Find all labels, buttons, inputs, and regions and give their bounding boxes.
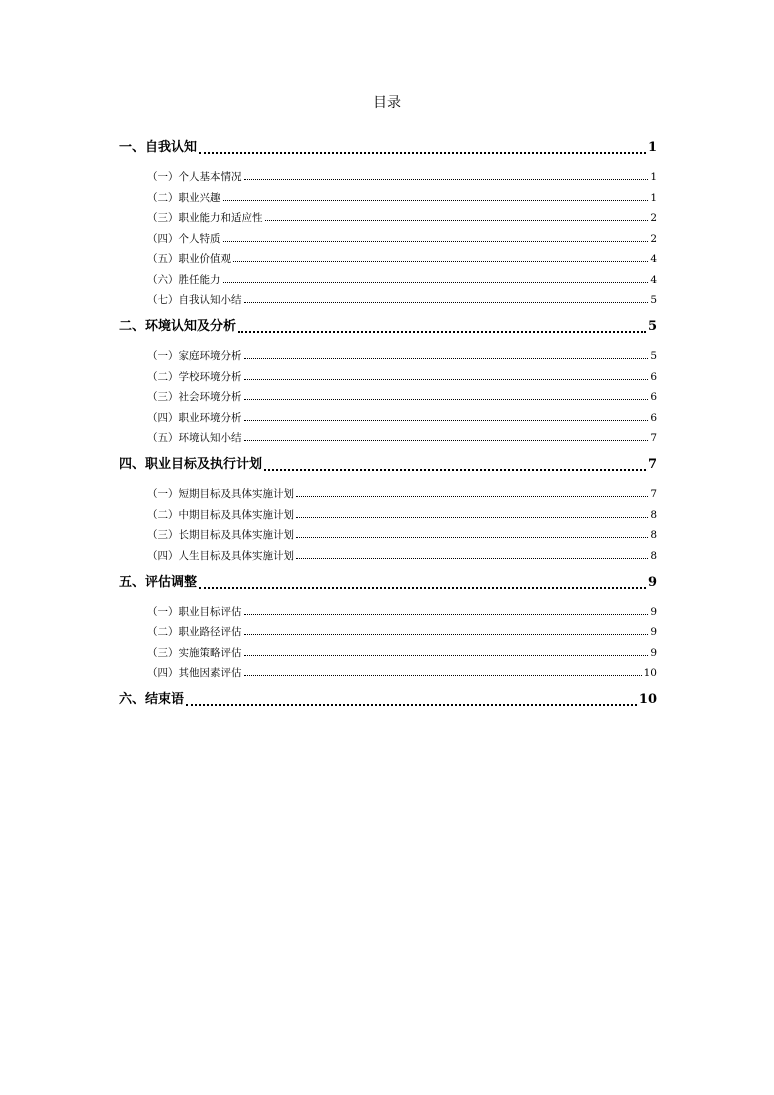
toc-subsection-entry[interactable] [119,411,657,425]
dot-leader [244,420,649,421]
dot-leader [223,200,649,201]
toc-section-entry[interactable] [119,573,657,593]
dot-leader [296,558,648,559]
toc-section-label: 一、自我认知 [119,140,198,155]
toc-page-number: 5 [647,319,657,334]
toc-subsection-entry[interactable] [119,549,657,563]
dot-leader [296,517,648,518]
toc-subsection-entry[interactable] [119,605,657,619]
toc-subsection-label: （一）短期目标及具体实施计划 [147,488,294,500]
toc-subsection-entry[interactable] [119,349,657,363]
toc-subsection-label: （四）个人特质 [147,232,221,245]
toc-subsection-entry[interactable] [119,170,657,184]
toc-page-number: 8 [650,549,657,562]
toc-page-number: 1 [647,140,657,155]
dot-leader [244,379,649,380]
toc-section-entry[interactable] [119,455,657,475]
toc-section-entry[interactable] [119,138,657,158]
toc-subsection-entry[interactable] [119,232,657,246]
toc-page-number: 8 [650,508,657,521]
toc-subsection-label: （二）中期目标及具体实施计划 [147,508,294,521]
toc-subsection-label: （六）胜任能力 [147,273,221,286]
toc-section-label: 四、职业目标及执行计划 [119,457,263,472]
dot-leader [186,704,637,706]
toc-subsection-entry[interactable] [119,487,657,501]
toc-page-number: 9 [650,626,657,638]
toc-subsection-label: （四）人生目标及具体实施计划 [147,549,294,562]
toc-subsection-entry[interactable] [119,273,657,287]
toc-subsection-entry[interactable] [119,252,657,266]
toc-subsection-label: （二）职业兴趣 [147,191,221,204]
toc-subsection-label: （二）职业路径评估 [147,626,242,638]
dot-leader [296,537,648,538]
toc-page-number: 2 [650,232,657,245]
toc-page-number: 5 [650,294,657,306]
dot-leader [223,282,649,283]
toc-page-number: 9 [647,574,657,590]
dot-leader [264,469,646,471]
dot-leader [244,440,649,441]
toc-section-entry[interactable] [119,317,657,337]
dot-leader [244,399,649,400]
toc-section-entry[interactable] [119,690,657,710]
dot-leader [233,261,648,262]
toc-subsection-entry[interactable] [119,625,657,639]
toc-subsection-label: （五）环境认知小结 [147,432,242,444]
toc-page-number: 1 [650,171,657,183]
toc-subsection-label: （四）职业环境分析 [147,411,242,424]
toc-page-number: 10 [638,692,657,707]
toc-subsection-entry[interactable] [119,370,657,384]
dot-leader [265,220,649,221]
toc-subsection-label: （三）职业能力和适应性 [147,212,263,224]
toc-section-label: 五、评估调整 [119,574,198,590]
toc-section-label: 二、环境认知及分析 [119,319,237,334]
toc-page-number: 9 [650,605,657,618]
toc-subsection-label: （二）学校环境分析 [147,370,242,383]
toc-subsection-entry[interactable] [119,666,657,680]
toc-subsection-label: （一）个人基本情况 [147,171,242,183]
toc-title: 目录 [373,95,401,111]
dot-leader [244,614,649,615]
dot-leader [244,634,649,635]
toc-subsection-label: （一）职业目标评估 [147,605,242,618]
toc-page-number: 6 [650,370,657,383]
toc-subsection-entry[interactable] [119,293,657,307]
dot-leader [244,302,649,303]
toc-subsection-entry[interactable] [119,211,657,225]
toc-page-number: 8 [650,529,657,541]
toc-page-number: 1 [650,191,657,204]
dot-leader [199,152,646,154]
toc-subsection-label: （七）自我认知小结 [147,294,242,306]
dot-leader [244,655,649,656]
toc-section-label: 六、结束语 [119,692,185,707]
toc-subsection-label: （三）长期目标及具体实施计划 [147,529,294,541]
toc-subsection-entry[interactable] [119,431,657,445]
dot-leader [238,331,646,333]
toc-page-number: 10 [643,667,657,679]
toc-page-number: 6 [650,391,657,403]
toc-page-number: 7 [650,432,657,444]
toc-subsection-label: （三）社会环境分析 [147,391,242,403]
table-of-contents [119,128,657,722]
toc-page-number: 6 [650,411,657,424]
dot-leader [244,179,649,180]
toc-subsection-label: （五）职业价值观 [147,253,231,265]
toc-subsection-label: （四）其他因素评估 [147,667,242,679]
dot-leader [223,241,649,242]
dot-leader [244,675,642,676]
toc-page-number: 9 [650,646,657,659]
toc-subsection-entry[interactable] [119,191,657,205]
toc-subsection-entry[interactable] [119,390,657,404]
toc-page-number: 7 [647,457,657,472]
toc-subsection-entry[interactable] [119,528,657,542]
toc-subsection-entry[interactable] [119,508,657,522]
toc-subsection-entry[interactable] [119,646,657,660]
dot-leader [199,587,646,589]
toc-page-number: 7 [650,488,657,500]
dot-leader [244,358,649,359]
dot-leader [296,496,648,497]
toc-page-number: 2 [650,212,657,224]
toc-page-number: 4 [650,273,657,286]
toc-page-number: 4 [650,253,657,265]
toc-subsection-label: （一）家庭环境分析 [147,350,242,362]
toc-subsection-label: （三）实施策略评估 [147,646,242,659]
toc-page-number: 5 [650,350,657,362]
